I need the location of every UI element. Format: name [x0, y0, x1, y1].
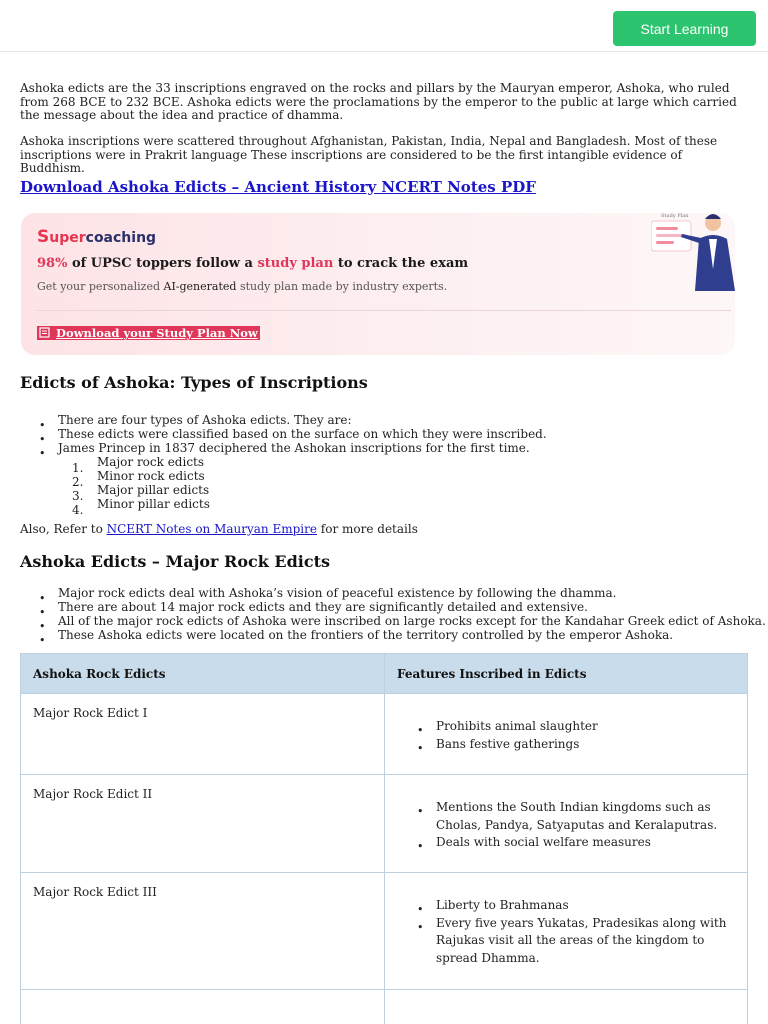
table-row	[21, 873, 748, 990]
edict-cell: Major Rock Edict I	[21, 694, 385, 775]
column-header-features: Features Inscribed in Edicts	[385, 654, 748, 694]
column-header-edicts: Ashoka Rock Edicts	[21, 654, 385, 694]
intro-paragraph-2: Ashoka inscriptions were scattered throughout Afghanistan, Pakistan, India, Nepal and Bangladesh. Most of these inscriptions were in Prakrit language These inscriptions are considered to be the first intangible evidence of Buddhism.	[20, 134, 718, 175]
list-item: 2. Minor rock edicts	[72, 469, 205, 489]
teacher-illustration	[651, 213, 735, 291]
list-item: 1. Major rock edicts	[72, 455, 205, 475]
list-item: • Mentions the South Indian kingdoms such as Cholas, Pandya, Satyaputas and Keralaputras.	[436, 799, 735, 834]
features-cell	[385, 775, 748, 873]
intro-paragraph-1: Ashoka edicts are the 33 inscriptions engraved on the rocks and pillars by the Mauryan emperor, Ashoka, who ruled from 268 BCE to 232 BCE. Ashoka edicts were the proclamations by the emperor to the public at large which carried the message about the idea and practice of dhamma.	[20, 81, 737, 122]
list-item: • Major rock edicts deal with Ashoka’s vision of peaceful existence by following the dhamma.	[58, 586, 766, 600]
list-item: • Liberty to Brahmanas	[436, 897, 735, 915]
list-item: 4. Minor pillar edicts	[72, 497, 210, 517]
promo-subtext: Get your personalized AI-generated study plan made by industry experts.	[37, 280, 448, 293]
illustration-caption: Study Plan	[661, 213, 689, 219]
list-item: • Every five years Yukatas, Pradesikas along with Rajukas visit all the areas of the kingdom to spread Dhamma.	[436, 915, 735, 968]
supercoaching-logo: Supercoaching	[37, 227, 157, 247]
download-study-plan-button[interactable]: Download your Study Plan Now	[37, 326, 260, 340]
list-item: • Prohibits animal slaughter	[436, 718, 735, 736]
table-header-row	[21, 654, 748, 694]
edict-cell	[21, 990, 385, 1024]
table-row	[21, 694, 748, 775]
mauryan-empire-notes-link[interactable]: NCERT Notes on Mauryan Empire	[106, 522, 317, 536]
list-item: • These edicts were classified based on the surface on which they were inscribed.	[58, 427, 547, 441]
edict-cell: Major Rock Edict II	[21, 775, 385, 873]
promo-headline: 98% of UPSC toppers follow a study plan to crack the exam	[37, 256, 469, 271]
types-bullet-list	[58, 413, 547, 455]
refer-line: Also, Refer to NCERT Notes on Mauryan Empire for more details	[20, 522, 418, 536]
major-bullet-list	[58, 586, 766, 642]
list-item: • Deals with social welfare measures	[436, 834, 735, 852]
top-bar	[0, 0, 768, 52]
list-item: • James Princep in 1837 deciphered the Ashokan inscriptions for the first time.	[58, 441, 547, 455]
types-numbered-list	[72, 455, 210, 517]
table-row	[21, 775, 748, 873]
start-learning-button[interactable]: Start Learning	[613, 11, 756, 46]
major-rock-edicts-heading: Ashoka Edicts – Major Rock Edicts	[20, 552, 330, 571]
list-item: 3. Major pillar edicts	[72, 483, 210, 503]
promo-divider	[37, 310, 731, 311]
list-item: • There are four types of Ashoka edicts. They are:	[58, 413, 547, 427]
types-heading: Edicts of Ashoka: Types of Inscriptions	[20, 373, 368, 392]
features-cell	[385, 694, 748, 775]
list-item: • These Ashoka edicts were located on the frontiers of the territory controlled by the emperor Ashoka.	[58, 628, 766, 642]
list-item: • There are about 14 major rock edicts and they are significantly detailed and extensive.	[58, 600, 766, 614]
download-notes-link[interactable]: Download Ashoka Edicts – Ancient History NCERT Notes PDF	[20, 178, 536, 196]
document-icon	[39, 327, 50, 338]
table-row	[21, 990, 748, 1024]
features-cell	[385, 990, 748, 1024]
supercoaching-promo-card	[21, 213, 735, 355]
features-cell	[385, 873, 748, 990]
rock-edicts-table	[20, 653, 748, 1024]
list-item: • All of the major rock edicts of Ashoka were inscribed on large rocks except for the Kandahar Greek edict of Ashoka.	[58, 614, 766, 628]
list-item: • Bans festive gatherings	[436, 736, 735, 754]
edict-cell: Major Rock Edict III	[21, 873, 385, 990]
